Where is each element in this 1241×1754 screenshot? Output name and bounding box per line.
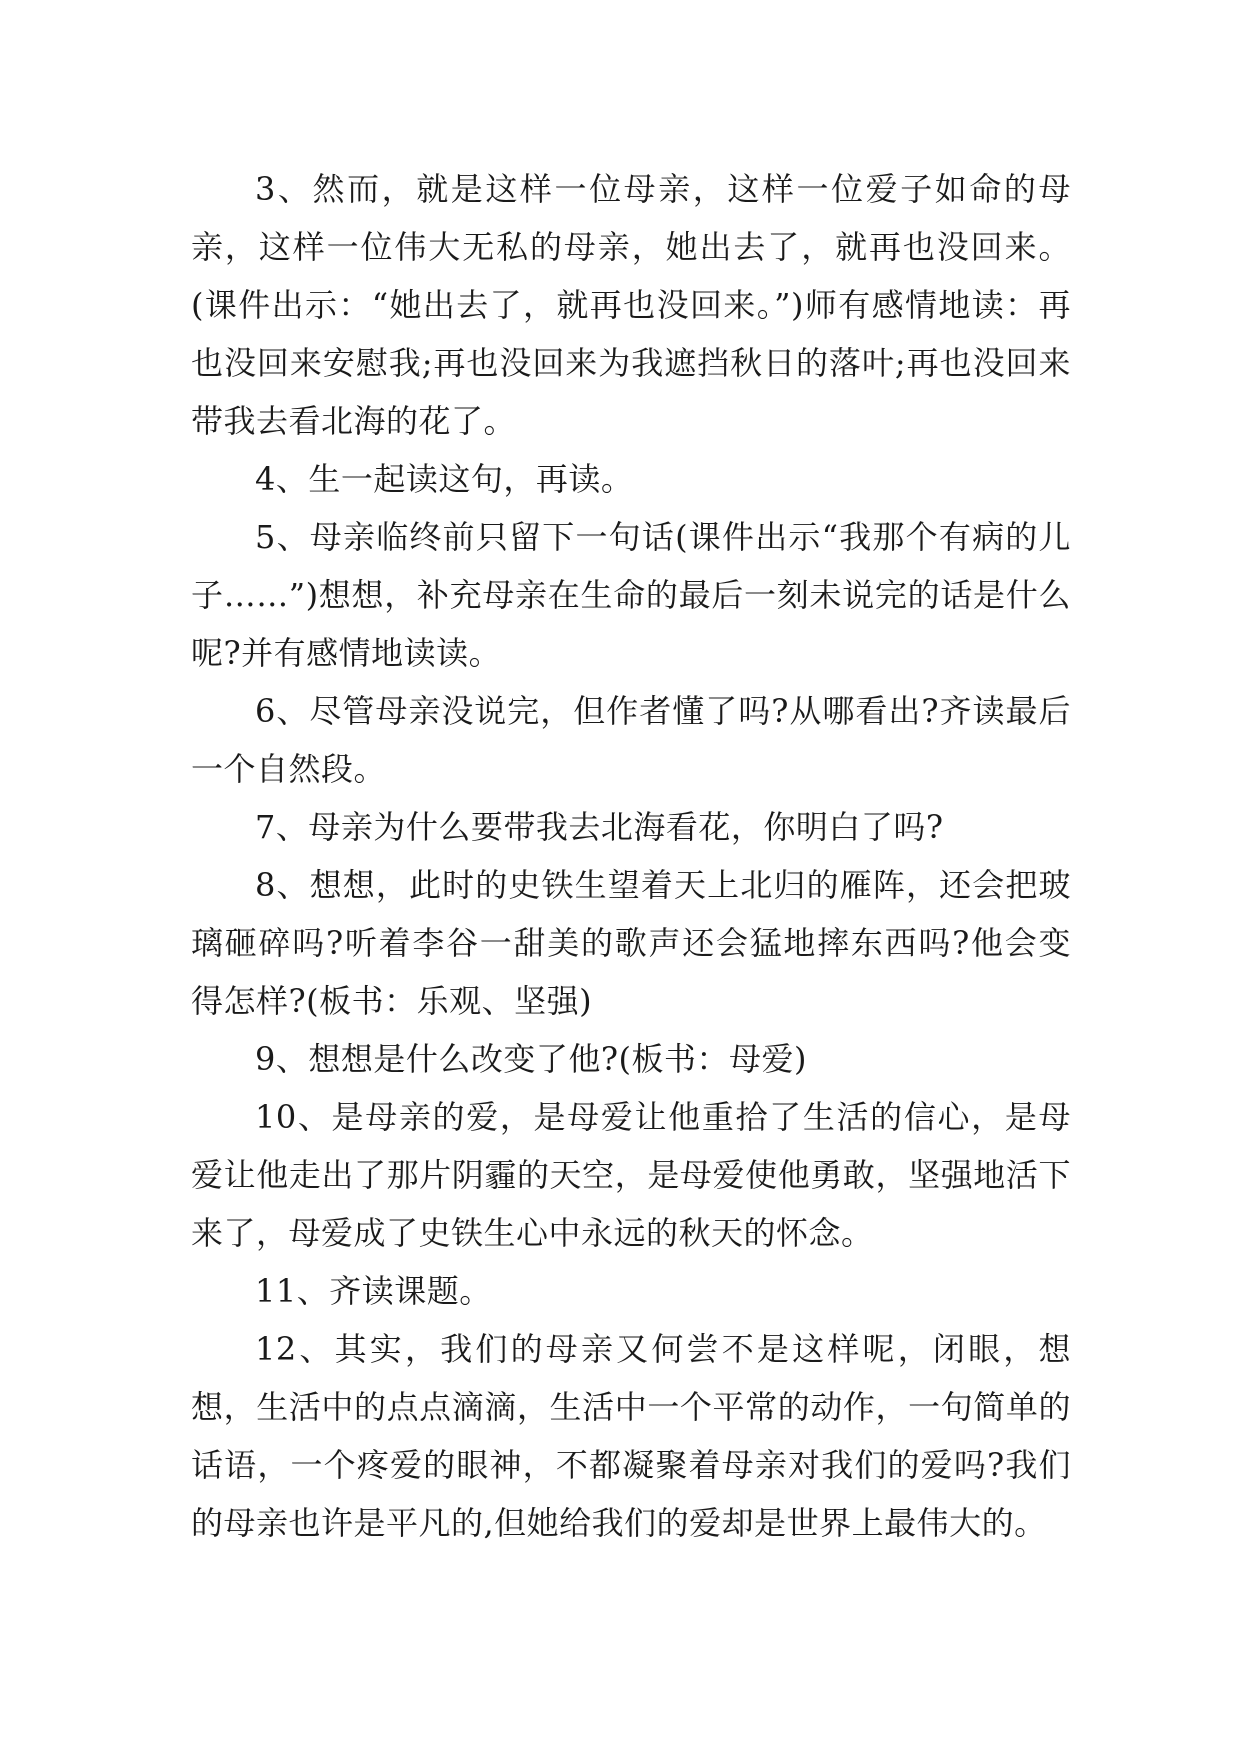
paragraph-7: 7、母亲为什么要带我去北海看花，你明白了吗? [255,808,944,846]
paragraph-4: 4、生一起读这句，再读。 [255,460,634,498]
paragraph-12: 12、其实，我们的母亲又何尝不是这样呢，闭眼，想想，生活中的点点滴滴，生活中一个平常的动作，一句简单的话语，一个疼爱的眼神，不都凝聚着母亲对我们的爱吗?我们的母亲也许是平凡的,但她给我们的爱却是世界上最伟大的。 [191,1330,1071,1542]
document-body [191,160,1071,1552]
paragraph-8: 8、想想，此时的史铁生望着天上北归的雁阵，还会把玻璃砸碎吗?听着李谷一甜美的歌声还会猛地摔东西吗?他会变得怎样?(板书：乐观、坚强) [191,866,1071,1020]
paragraph-11: 11、齐读课题。 [255,1272,492,1310]
paragraph-5: 5、母亲临终前只留下一句话(课件出示“我那个有病的儿子……”)想想，补充母亲在生命的最后一刻未说完的话是什么呢?并有感情地读读。 [191,518,1071,672]
paragraph-10: 10、是母亲的爱，是母爱让他重拾了生活的信心，是母爱让他走出了那片阴霾的天空，是母爱使他勇敢，坚强地活下来了，母爱成了史铁生心中永远的秋天的怀念。 [191,1098,1071,1252]
paragraph-9: 9、想想是什么改变了他?(板书：母爱) [255,1040,807,1078]
paragraph-6: 6、尽管母亲没说完，但作者懂了吗?从哪看出?齐读最后一个自然段。 [191,692,1071,788]
paragraph-3: 3、然而，就是这样一位母亲，这样一位爱子如命的母亲，这样一位伟大无私的母亲，她出去了，就再也没回来。(课件出示：“她出去了，就再也没回来。”)师有感情地读：再也没回来安慰我;再也没回来为我遮挡秋日的落叶;再也没回来带我去看北海的花了。 [191,170,1071,440]
